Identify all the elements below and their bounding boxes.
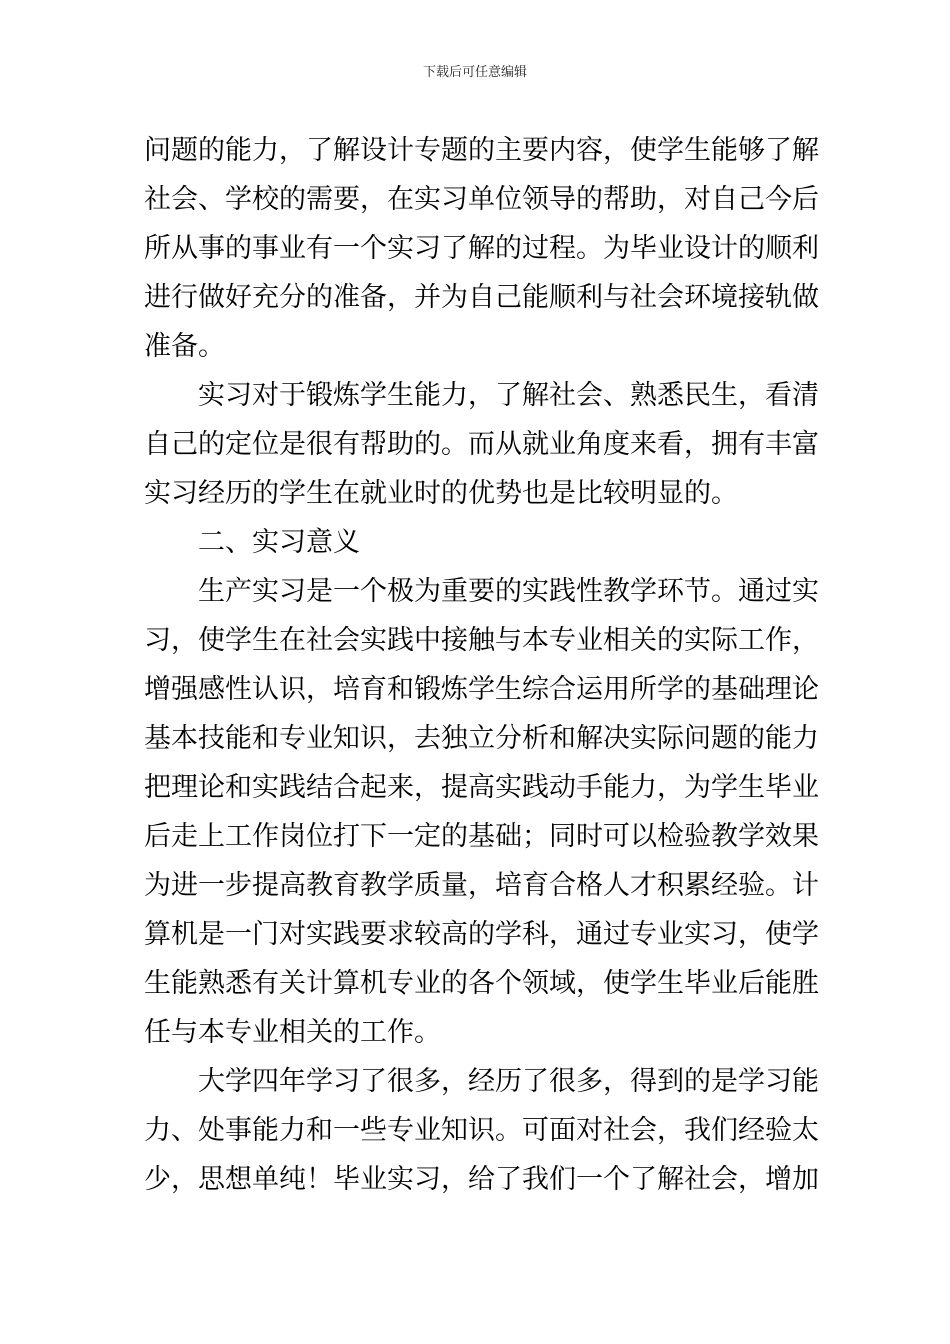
text-line: 算机是一门对实践要求较高的学科，通过专业实习，使学	[144, 919, 819, 950]
text-line: 进行做好充分的准备，并为自己能顺利与社会环境接轨做	[144, 282, 819, 313]
document-body	[144, 126, 819, 1204]
text-line: 所从事的事业有一个实习了解的过程。为毕业设计的顺利	[144, 233, 819, 264]
page-header: 下载后可任意编辑	[422, 65, 527, 80]
text-line: 自己的定位是很有帮助的。而从就业角度来看，拥有丰富	[144, 429, 819, 460]
section-heading: 二、实习意义	[198, 527, 360, 558]
text-line: 力、处事能力和一些专业知识。可面对社会，我们经验太	[144, 1115, 819, 1146]
text-line: 增强感性认识，培育和锻炼学生综合运用所学的基础理论	[144, 674, 819, 705]
text-line: 问题的能力，了解设计专题的主要内容，使学生能够了解	[144, 135, 819, 166]
text-line: 生能熟悉有关计算机专业的各个领域，使学生毕业后能胜	[144, 968, 819, 999]
text-line: 任与本专业相关的工作。	[144, 1017, 441, 1048]
text-line: 社会、学校的需要，在实习单位领导的帮助，对自己今后	[144, 184, 819, 215]
text-line: 大学四年学习了很多，经历了很多，得到的是学习能	[198, 1066, 819, 1097]
text-line: 把理论和实践结合起来，提高实践动手能力，为学生毕业	[144, 772, 819, 803]
text-line: 实习经历的学生在就业时的优势也是比较明显的。	[144, 478, 738, 509]
text-line: 后走上工作岗位打下一定的基础；同时可以检验教学效果	[144, 821, 819, 852]
text-line: 习，使学生在社会实践中接触与本专业相关的实际工作，	[144, 625, 819, 656]
text-line: 为进一步提高教育教学质量，培育合格人才积累经验。计	[144, 870, 819, 901]
text-line: 基本技能和专业知识，去独立分析和解决实际问题的能力	[144, 723, 819, 754]
text-line: 实习对于锻炼学生能力，了解社会、熟悉民生，看清	[198, 380, 819, 411]
text-line: 生产实习是一个极为重要的实践性教学环节。通过实	[198, 576, 819, 607]
text-line: 准备。	[144, 331, 225, 362]
text-line: 少，思想单纯！毕业实习，给了我们一个了解社会，增加	[144, 1164, 819, 1195]
